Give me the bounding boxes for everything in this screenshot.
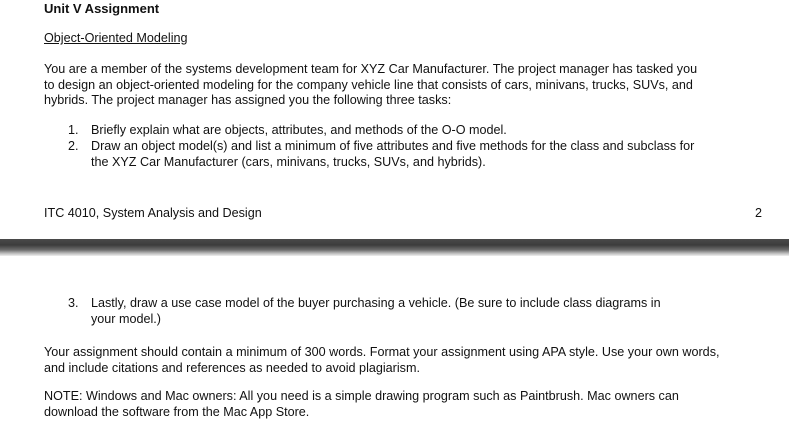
text-line: NOTE: Windows and Mac owners: All you need is a simple drawing program such as Paintbrush. Mac owners can <box>44 389 679 403</box>
text-line: Briefly explain what are objects, attributes, and methods of the O-O model. <box>91 123 507 137</box>
section-subtitle: Object-Oriented Modeling <box>44 31 188 45</box>
text-line: download the software from the Mac App Store. <box>44 404 310 419</box>
text-line: hybrids. The project manager has assigned you the following three tasks: <box>44 93 452 107</box>
text-line: Draw an object model(s) and list a minimum of five attributes and five methods for the class and subclass for <box>91 139 695 153</box>
task-item-1 <box>68 123 748 139</box>
footer-course-name: ITC 4010, System Analysis and Design <box>44 206 262 220</box>
intro-paragraph <box>44 62 764 109</box>
text-line: You are a member of the systems development team for XYZ Car Manufacturer. The project manager has tasked you <box>44 62 698 76</box>
task-number: 1. <box>68 123 79 137</box>
text-line: your model.) <box>91 311 161 326</box>
task-item-3 <box>68 296 748 328</box>
requirements-paragraph <box>44 345 764 376</box>
note-paragraph <box>44 389 764 420</box>
task-number: 3. <box>68 296 79 310</box>
text-line: Lastly, draw a use case model of the buyer purchasing a vehicle. (Be sure to include class diagrams in <box>91 296 661 310</box>
text-line: to design an object-oriented modeling for the company vehicle line that consists of cars, minivans, trucks, SUVs, and <box>44 77 693 92</box>
task-item-2 <box>68 139 748 171</box>
text-line: and include citations and references as needed to avoid plagiarism. <box>44 360 420 375</box>
task-number: 2. <box>68 139 79 153</box>
assignment-title: Unit V Assignment <box>44 1 160 16</box>
text-line: Your assignment should contain a minimum of 300 words. Format your assignment using APA style. Use your own words, <box>44 345 720 359</box>
document-page-2 <box>0 256 789 434</box>
page-separator <box>0 239 789 256</box>
text-line: the XYZ Car Manufacturer (cars, minivans, trucks, SUVs, and hybrids). <box>91 154 486 169</box>
footer-page-number: 2 <box>755 206 763 220</box>
